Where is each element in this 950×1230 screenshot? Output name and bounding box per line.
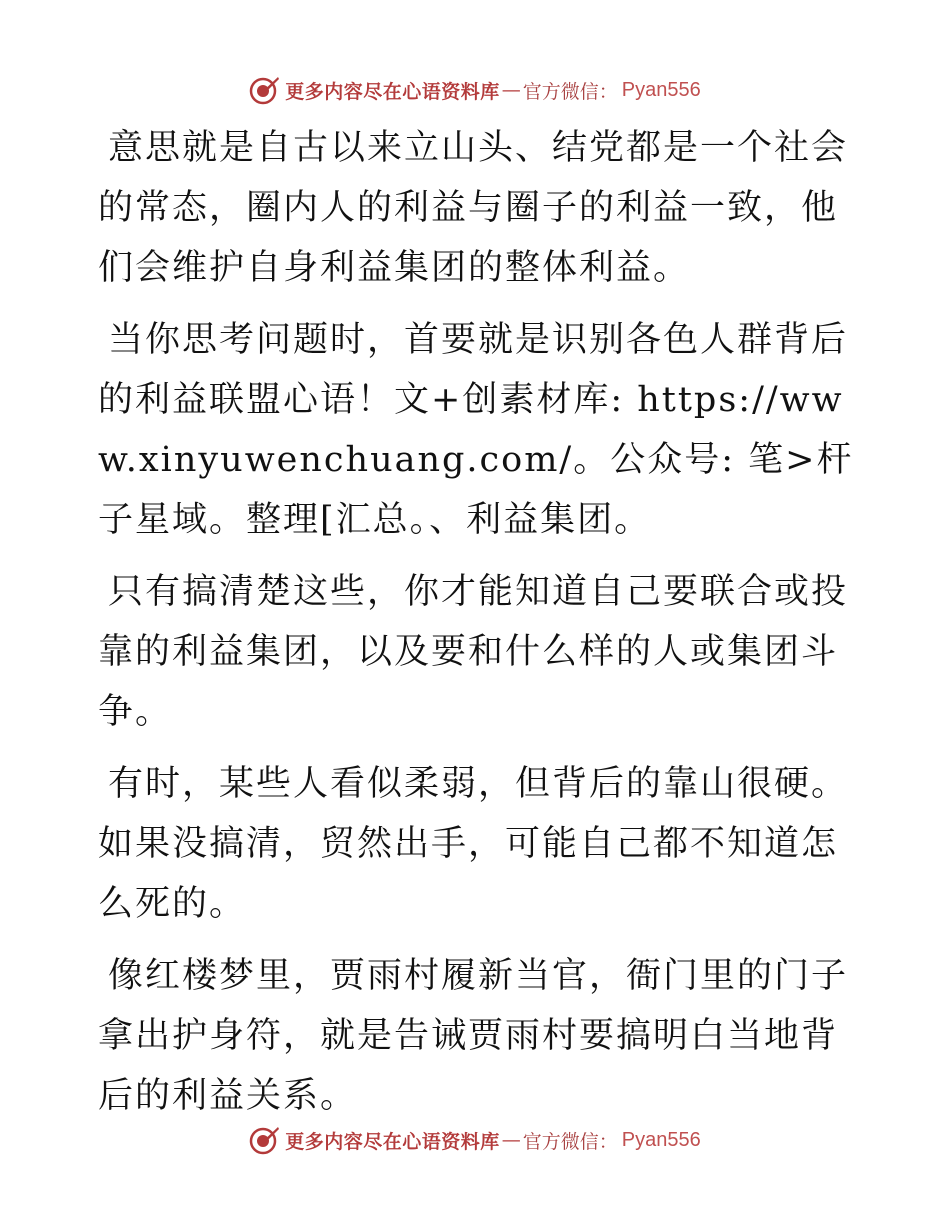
paragraph-2: 当你思考问题时，首要就是识别各色人群背后的利益联盟心语！文+创素材库: https://www.xinyuwenchuang.com/。公众号: 笔>杆子星域。整理[汇总。、利益集团。 (98, 320, 854, 540)
quill-seal-icon (249, 1124, 281, 1156)
footer-contact-id: Pyan556 (621, 1128, 701, 1151)
header-separator: — (501, 79, 521, 101)
quill-seal-icon (249, 74, 281, 106)
footer-contact-label: 官方微信： (522, 1130, 618, 1153)
footer-watermark (0, 1120, 950, 1160)
paragraph-1: 意思就是自古以来立山头、结党都是一个社会的常态，圈内人的利益与圈子的利益一致，他们会维护自身利益集团的整体利益。 (98, 128, 849, 288)
header-contact-id: Pyan556 (621, 78, 701, 101)
paragraph-5: 像红楼梦里，贾雨村履新当官，衙门里的门子拿出护身符，就是告诫贾雨村要搞明白当地背后的利益关系。 (98, 956, 849, 1116)
header-brand-text: 更多内容尽在心语资料库 (285, 80, 500, 103)
header-contact-label: 官方微信： (522, 80, 618, 103)
paragraph-4: 有时，某些人看似柔弱，但背后的靠山很硬。如果没搞清，贸然出手，可能自己都不知道怎么死的。 (98, 764, 849, 924)
paragraph-3: 只有搞清楚这些，你才能知道自己要联合或投靠的利益集团，以及要和什么样的人或集团斗争。 (98, 572, 849, 732)
header-watermark (0, 70, 950, 110)
footer-separator: — (501, 1129, 521, 1151)
footer-brand-text: 更多内容尽在心语资料库 (285, 1130, 500, 1153)
document-body (98, 118, 858, 1138)
